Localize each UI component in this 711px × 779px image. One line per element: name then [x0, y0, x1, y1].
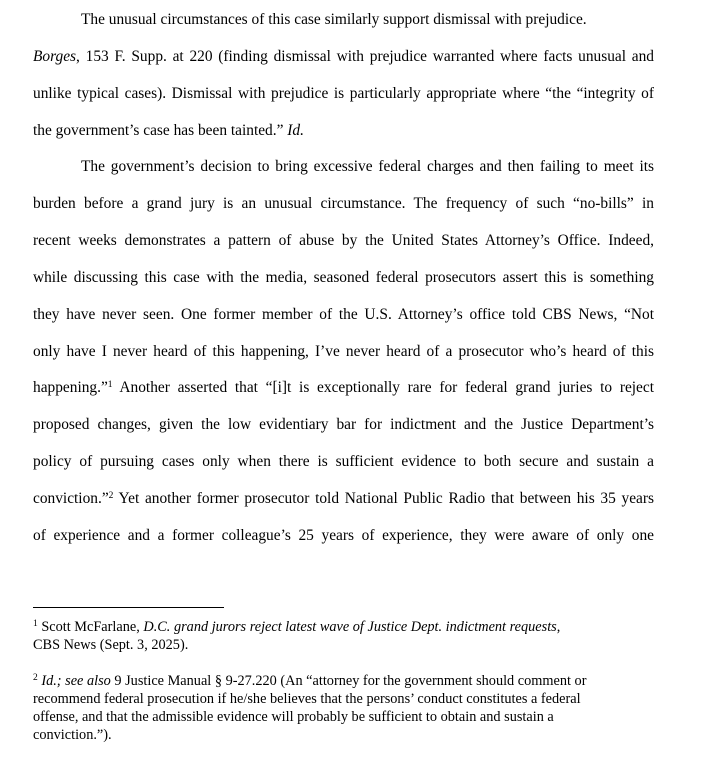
quote-text: the government’s case has been tainted.”	[33, 122, 288, 139]
paragraph-1-line-3: unlike typical cases). Dismissal with prejudice is particularly appropriate where “the “integrity of	[33, 85, 654, 102]
paragraph-2-line-4: while discussing this case with the media, seasoned federal prosecutors assert this is something	[33, 269, 654, 286]
paragraph-1-line-2	[33, 47, 654, 67]
paragraph-2-line-11: of experience and a former colleague’s 25 years of experience, they were aware of only one	[33, 527, 654, 544]
footnote-2-line-4: conviction.”).	[33, 727, 112, 743]
line-text: Yet another former prosecutor told National Public Radio that between his 35 years	[113, 490, 654, 507]
footnote-1-title: D.C. grand jurors reject latest wave of Justice Dept. indictment requests	[143, 619, 557, 635]
paragraph-2-line-10	[33, 489, 654, 509]
footnote-1-line-2: CBS News (Sept. 3, 2025).	[33, 637, 189, 653]
paragraph-2-line-3: recent weeks demonstrates a pattern of abuse by the United States Attorney’s Office. Indeed,	[33, 232, 654, 249]
paragraph-2-line-6: only have I never heard of this happening, I’ve never heard of a prosecutor who’s heard of this	[33, 343, 654, 360]
footnote-separator	[33, 607, 224, 608]
case-citation: Borges	[33, 48, 77, 65]
footnote-ref-2[interactable]: 2	[108, 490, 114, 501]
footnote-2-line-2: recommend federal prosecution if he/she believes that the persons’ conduct constitutes a federal	[33, 691, 581, 707]
paragraph-2-line-2: burden before a grand jury is an unusual circumstance. The frequency of such “no-bills” in	[33, 195, 654, 212]
footnote-1-marker: 1	[33, 618, 38, 629]
line-text: Another asserted that “[i]t is exceptionally rare for federal grand juries to reject	[112, 379, 654, 396]
paragraph-2-line-7	[33, 378, 654, 398]
footnote-2-signal: Id.; see also	[37, 673, 111, 689]
footnote-1-line-1	[33, 618, 560, 636]
footnote-2-text: 9 Justice Manual § 9-27.220 (An “attorney for the government should comment or	[110, 673, 587, 689]
footnote-1-punct: ,	[556, 619, 561, 635]
footnote-2-line-1	[33, 672, 586, 690]
quote-end: conviction.”	[33, 490, 109, 507]
paragraph-2-line-9: policy of pursuing cases only when there is sufficient evidence to both secure and sustain a	[33, 453, 654, 470]
paragraph-1-line-4	[33, 121, 304, 141]
footnote-2-marker: 2	[33, 672, 38, 683]
footnote-2-line-3: offense, and that the admissible evidence will probably be sufficient to obtain and sustain a	[33, 709, 554, 725]
paragraph-1-line-1: The unusual circumstances of this case similarly support dismissal with prejudice.	[81, 11, 587, 28]
paragraph-2-line-1: The government’s decision to bring excessive federal charges and then failing to meet its	[81, 158, 654, 175]
footnote-ref-1[interactable]: 1	[107, 379, 113, 390]
id-citation: Id.	[287, 122, 304, 139]
citation-text: , 153 F. Supp. at 220 (finding dismissal with prejudice warranted where facts unusual and	[76, 48, 654, 65]
paragraph-2-line-8: proposed changes, given the low evidentiary bar for indictment and the Justice Department’s	[33, 416, 654, 433]
footnote-1-author: Scott McFarlane,	[37, 619, 144, 635]
quote-end: happening.”	[33, 379, 108, 396]
paragraph-2-line-5: they have never seen. One former member of the U.S. Attorney’s office told CBS News, “Not	[33, 306, 654, 323]
